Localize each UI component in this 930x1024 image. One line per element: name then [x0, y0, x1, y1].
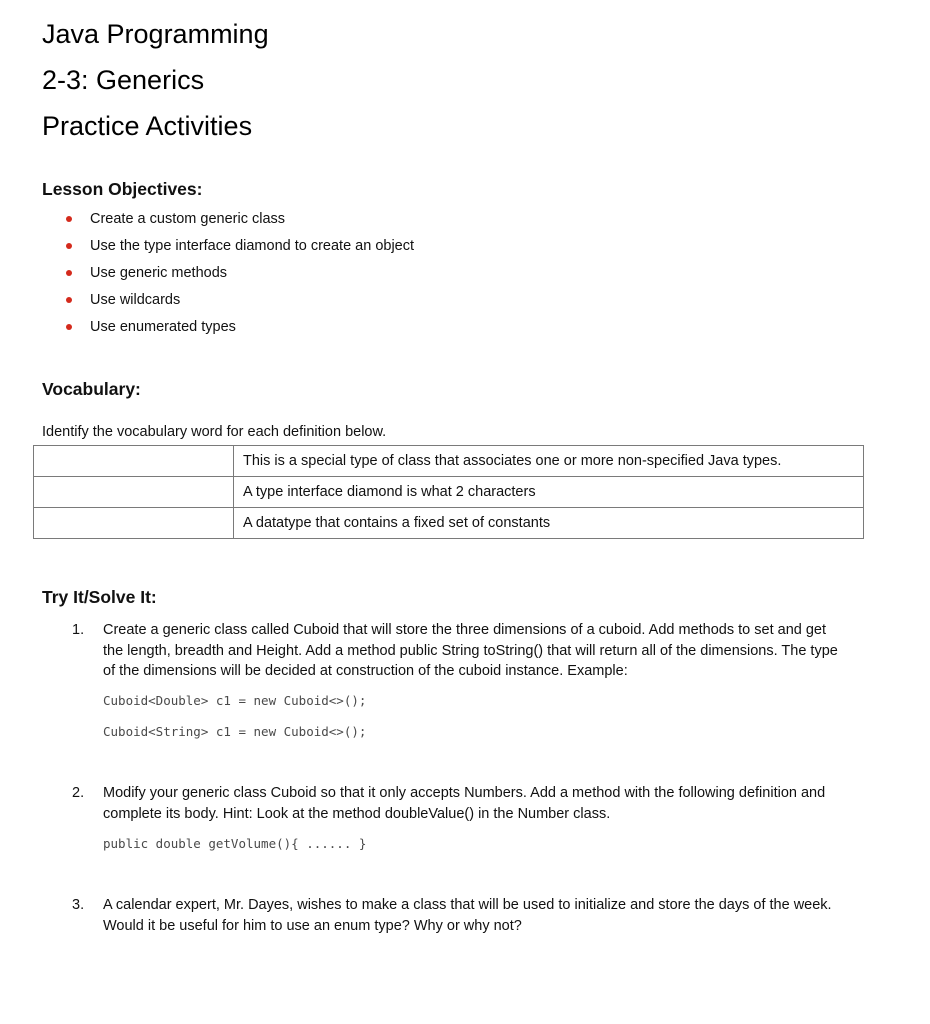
objective-text: Use generic methods	[90, 265, 228, 281]
task-line: Would it be useful for him to use an enum type? Why or why not?	[103, 917, 522, 934]
task-text	[103, 783, 825, 824]
task-line: of the dimensions will be decided at construction of the cuboid instance. Example:	[103, 663, 628, 679]
vocab-definition-cell: A type interface diamond is what 2 characters	[234, 477, 864, 508]
bullet-icon	[66, 216, 72, 222]
objectives-heading: Lesson Objectives:	[42, 179, 203, 199]
objective-text: Use the type interface diamond to create an object	[90, 238, 415, 254]
vocab-definition-cell: A datatype that contains a fixed set of constants	[234, 508, 864, 539]
code-example: public double getVolume(){ ...... }	[103, 836, 367, 851]
objective-text: Use enumerated types	[90, 319, 236, 335]
objective-text: Create a custom generic class	[90, 211, 286, 227]
table-row	[34, 446, 864, 477]
task-line: complete its body. Hint: Look at the method doubleValue() in the Number class.	[103, 805, 611, 822]
task-line: A calendar expert, Mr. Dayes, wishes to make a class that will be used to initialize and store the days of the week.	[103, 897, 832, 913]
try-it-heading: Try It/Solve It:	[42, 587, 157, 607]
page-subtitle: Practice Activities	[42, 111, 253, 141]
table-row	[34, 508, 864, 539]
bullet-icon	[66, 297, 72, 303]
task-text	[103, 620, 838, 682]
vocabulary-heading: Vocabulary:	[42, 379, 141, 399]
task-number: 3.	[72, 897, 85, 913]
task-number: 1.	[72, 622, 85, 638]
lesson-title: 2-3: Generics	[42, 65, 205, 95]
course-title: Java Programming	[42, 19, 269, 49]
vocabulary-table	[33, 445, 864, 539]
bullet-icon	[66, 243, 72, 249]
table-row	[34, 477, 864, 508]
task-line: Create a generic class called Cuboid that will store the three dimensions of a cuboid. Add methods to set and get	[103, 622, 827, 638]
vocab-answer-cell[interactable]	[34, 508, 234, 539]
vocab-definition-cell: This is a special type of class that associates one or more non-specified Java types.	[234, 446, 864, 477]
code-example: Cuboid<Double> c1 = new Cuboid<>();	[103, 693, 367, 708]
vocab-answer-cell[interactable]	[34, 477, 234, 508]
code-example: Cuboid<String> c1 = new Cuboid<>();	[103, 724, 367, 739]
bullet-icon	[66, 324, 72, 330]
objective-text: Use wildcards	[90, 292, 181, 308]
task-line: Modify your generic class Cuboid so that it only accepts Numbers. Add a method with the following definition and	[103, 785, 826, 801]
task-text	[103, 895, 832, 936]
task-number: 2.	[72, 785, 85, 801]
vocab-answer-cell[interactable]	[34, 446, 234, 477]
task-line: the length, breadth and Height. Add a method public String toString() that will return all of the dimensions. The type	[103, 642, 838, 659]
bullet-icon	[66, 270, 72, 276]
vocabulary-instruction: Identify the vocabulary word for each definition below.	[42, 424, 387, 440]
